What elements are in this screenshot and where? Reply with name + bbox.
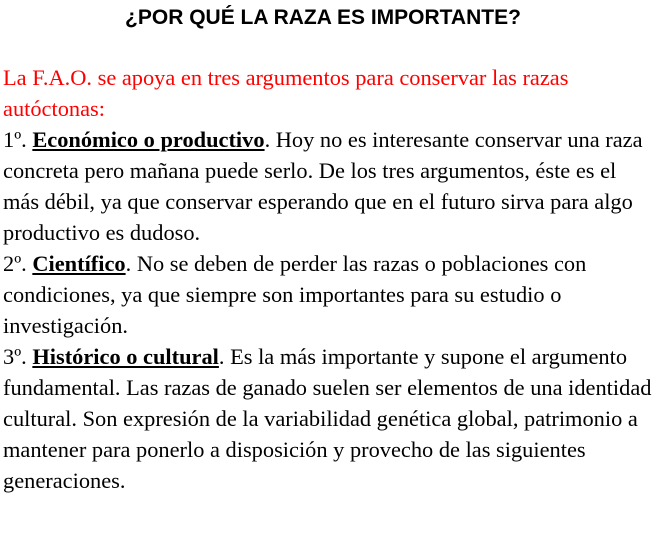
argument-2 bbox=[3, 248, 653, 341]
argument-2-number: 2º. bbox=[3, 251, 33, 276]
argument-1 bbox=[3, 124, 653, 248]
argument-2-term: Científico bbox=[32, 251, 126, 276]
page-title: ¿POR QUÉ LA RAZA ES IMPORTANTE? bbox=[125, 6, 521, 29]
argument-3-text: . Es la más importante y supone el argumento fundamental. Las razas de ganado suelen ser elementos de una identidad cultural. Son expresión de la variabilidad genética global, patrimonio a mantener para ponerlo a disposición y provecho de las siguientes generaciones. bbox=[3, 344, 652, 493]
document-body bbox=[3, 62, 653, 496]
argument-1-text: . Hoy no es interesante conservar una raza concreta pero mañana puede serlo. De los tres argumentos, éste es el más débil, ya que conservar esperando que en el futuro sirva para algo productivo es dudoso. bbox=[3, 127, 643, 245]
intro-paragraph: La F.A.O. se apoya en tres argumentos para conservar las razas autóctonas: bbox=[3, 65, 569, 121]
argument-2-text: . No se deben de perder las razas o poblaciones con condiciones, ya que siempre son importantes para su estudio o investigación. bbox=[3, 251, 587, 338]
argument-3-term: Histórico o cultural bbox=[32, 344, 219, 369]
argument-3 bbox=[3, 341, 653, 496]
argument-1-term: Económico o productivo bbox=[32, 127, 265, 152]
argument-1-number: 1º. bbox=[3, 127, 33, 152]
argument-3-number: 3º. bbox=[3, 344, 33, 369]
